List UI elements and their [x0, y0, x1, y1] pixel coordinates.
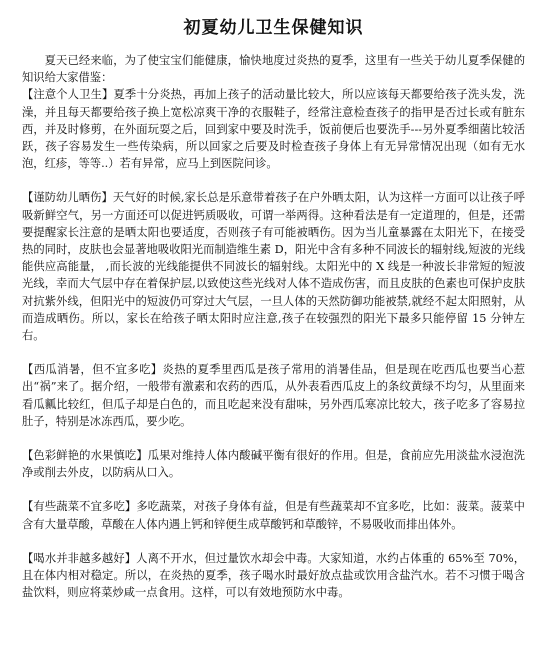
- section-text: 多吃蔬菜，对孩子身体有益，但是有些蔬菜却不宜多吃，比如：菠菜。菠菜中含有大量草酸，草酸在人体内遇上钙和锌便生成草酸钙和草酸锌，不易吸收而排出体外。: [22, 500, 525, 531]
- section-vegetables: [22, 498, 525, 532]
- section-text: 夏季十分炎热，再加上孩子的活动量比较大，所以应该每天都要给孩子洗头发，洗澡，并且每天都要给孩子换上宽松凉爽干净的衣服鞋子，经常注意检查孩子的指甲是否过长或有脏东西，并及时修剪，在外面玩耍之后，回到家中要及时洗手，饭前便后也要洗手---另外夏季细菌比较活跃，孩子容易发生一些传染病，所以回家之后要及时检查孩子身体上有无异常情况出现（如有无水泡，红疹，等等..）若有异常，应马上到医院问诊。: [22, 88, 525, 171]
- paragraph-gap: [22, 172, 525, 189]
- section-heading: 【注意个人卫生】: [22, 88, 114, 102]
- intro-paragraph: 夏天已经来临，为了使宝宝们能健康，愉快地度过炎热的夏季，这里有一些关于幼儿夏季保健的知识给大家借鉴：: [22, 54, 525, 85]
- section-text: 瓜果对维持人体内酸碱平衡有很好的作用。但是，食前应先用淡盐水浸泡洗净或削去外皮，以防病从口入。: [22, 449, 525, 480]
- section-heading: 【西瓜消暑，但不宜多吃】: [22, 363, 163, 377]
- section-text: 炎热的夏季里西瓜是孩子常用的消暑佳品，但是现在吃西瓜也要当心惹出“祸”来了。据介绍，一般带有激素和农药的西瓜，从外表看西瓜皮上的条纹黄绿不均匀，从里面来看瓜瓤比较红，但瓜子却是白色的，而且吃起来没有甜味，另外西瓜寒凉比较大，孩子吃多了容易拉肚子，特别是冰冻西瓜，要少吃。: [22, 363, 525, 428]
- paragraph-gap: [22, 344, 525, 361]
- section-heading: 【色彩鲜艳的水果慎吃】: [22, 449, 148, 463]
- document-title: 初夏幼儿卫生保健知识: [183, 18, 364, 38]
- section-sunburn: [22, 189, 525, 344]
- section-watermelon: [22, 361, 525, 430]
- section-heading: 【谨防幼儿晒伤】: [22, 191, 113, 205]
- section-heading: 【有些蔬菜不宜多吃】: [22, 500, 137, 514]
- section-text: 人离不开水，但过量饮水却会中毒。大家知道，水约占体重的 65%至 70%，且在体内相对稳定。所以，在炎热的夏季，孩子喝水时最好放点盐或饮用含盐汽水。若不习惯于喝含盐饮料，则应将菜炒咸一点食用。这样，可以有效地预防水中毒。: [22, 551, 525, 600]
- paragraph-gap: [22, 481, 525, 498]
- section-text: 天气好的时候,家长总是乐意带着孩子在户外晒太阳，认为这样一方面可以让孩子呼吸新鲜空气，另一方面还可以促进钙质吸收，可谓一举两得。这种看法是有一定道理的，但是，还需要提醒家长注意的是晒太阳也要适度，否则孩子有可能被晒伤。因为当儿童暴露在太阳光下，在接受热的同时，皮肤也会显著地吸收阳光而制造维生素 D，阳光中含有多种不同波长的辐射线,短波的光线能供应高能量， ,而长波的光线能提供不同波长的辐射线。太阳光中的 X 线是一种波长非常短的短波光线，幸而大气层中存在着保护层,以致使这些光线对人体不造成伤害，而且皮肤的色素也可保护皮肤对抗紫外线，但阳光中的短波仍可穿过大气层，一旦人体的天然防御功能被禁,就经不起太阳照射，从而造成晒伤。所以，家长在给孩子晒太阳时应注意,孩子在较强烈的阳光下最多只能停留 15 分钟左右。: [22, 191, 525, 343]
- paragraph-gap: [22, 533, 525, 550]
- section-personal-hygiene: [22, 86, 525, 172]
- section-drinking-water: [22, 550, 525, 602]
- section-colorful-fruit: [22, 447, 525, 481]
- section-heading: 【喝水并非越多越好】: [22, 551, 137, 565]
- paragraph-gap: [22, 430, 525, 447]
